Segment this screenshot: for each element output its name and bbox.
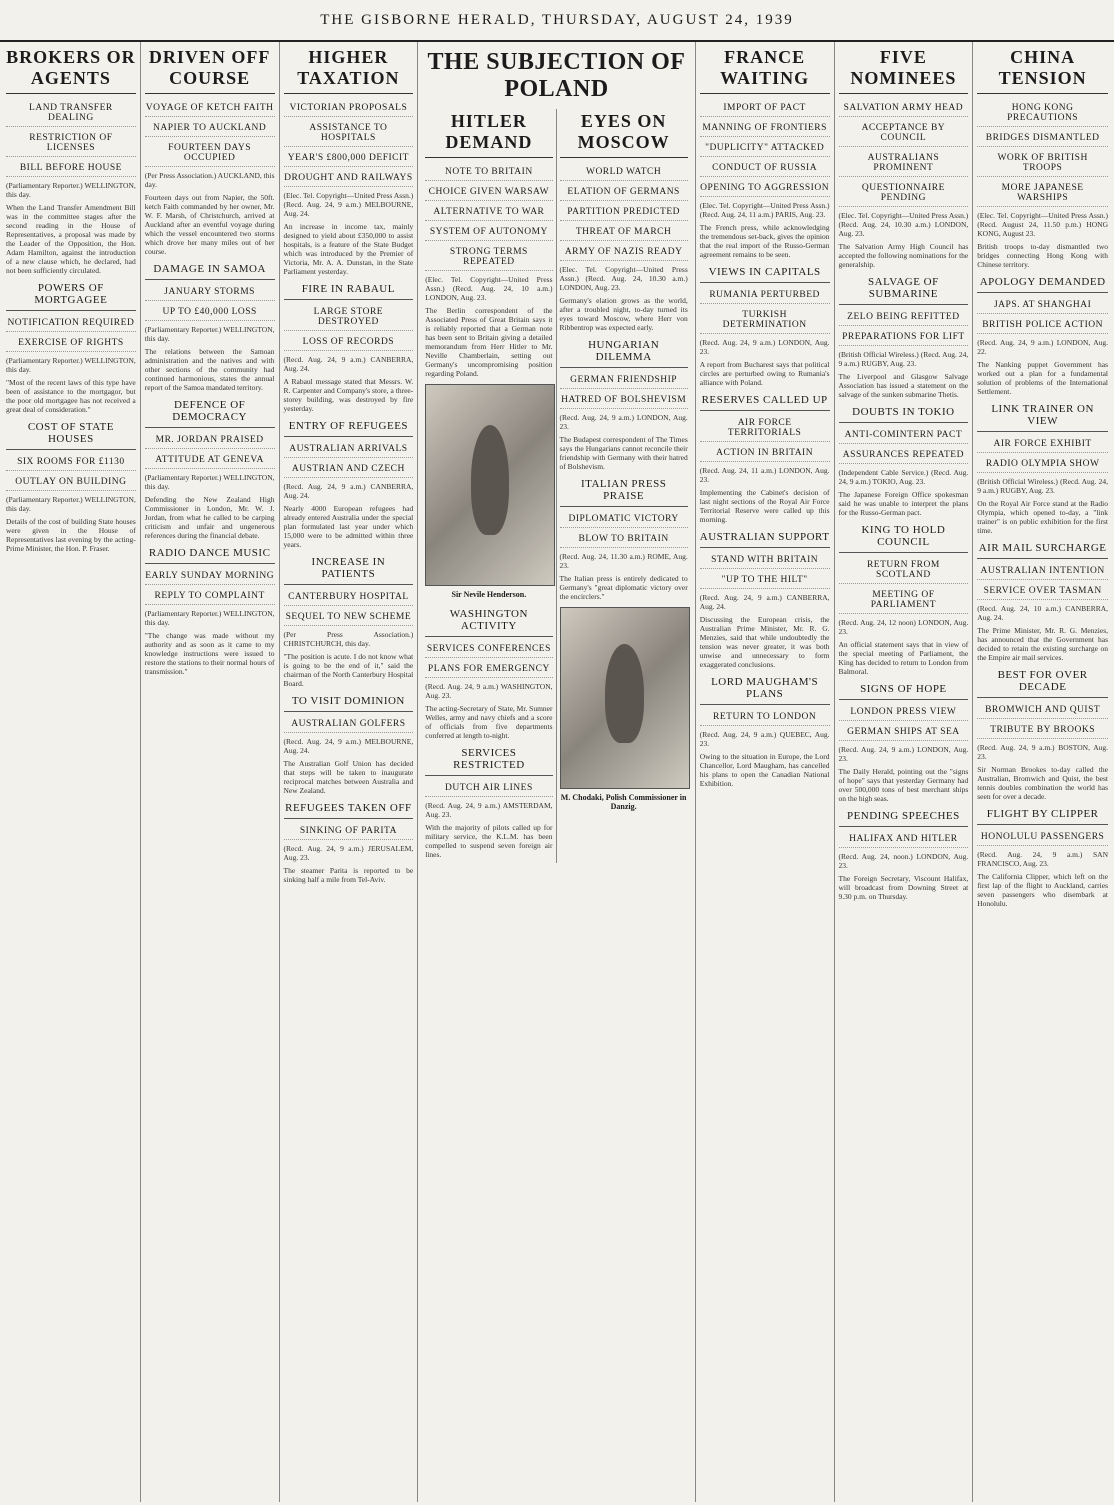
article-headline: FIVE NOMINEES [839,47,969,94]
article-subheading: YEAR'S £800,000 DEFICIT [284,150,414,167]
article-dateline: (Recd. Aug. 24, 11.30 a.m.) ROME, Aug. 23. [559,552,688,570]
article-subheading: HATRED OF BOLSHEVISM [560,392,688,409]
article-subheading: SYSTEM OF AUTONOMY [425,224,552,241]
article [284,799,414,884]
news-column [835,42,974,1502]
article [145,260,275,392]
article [145,544,275,676]
article-dateline: (Recd. Aug. 24, 11 a.m.) LONDON, Aug. 23. [699,466,830,484]
portrait-photo [425,384,554,586]
article-subheading: SALVATION ARMY HEAD [839,100,969,117]
article-headline: FLIGHT BY CLIPPER [977,805,1108,825]
article [839,403,969,517]
article-subheading: IMPORT OF PACT [700,100,830,117]
article-subheading: VICTORIAN PROPOSALS [284,100,414,117]
article-body: The Daily Herald, pointing out the "signs of hope" says that yesterday Germany had over 500,000 tons of best merchant ships on the high seas. [838,767,969,803]
article-body: The Italian press is entirely dedicated to Germany's "great diplomatic victory over the encirclers." [559,574,688,601]
article [145,396,275,540]
portrait-face [471,425,509,535]
article-subheading: CHOICE GIVEN WARSAW [425,184,552,201]
article-subheading: PREPARATIONS FOR LIFT [839,329,969,346]
article-subheading: SERVICES CONFERENCES [425,641,552,658]
article [284,553,414,688]
article-subheading: MR. JORDAN PRAISED [145,432,275,449]
article [977,666,1108,801]
article-headline: DAMAGE IN SAMOA [145,260,275,280]
article-subheading: HONG KONG PRECAUTIONS [977,100,1108,127]
article-subheading: TURKISH DETERMINATION [700,307,830,334]
article-headline: AUSTRALIAN SUPPORT [700,528,830,548]
article-subheading: ALTERNATIVE TO WAR [425,204,552,221]
article-subheading: AUSTRALIANS PROMINENT [839,150,969,177]
article-dateline: (Recd. Aug. 24, 9 a.m.) LONDON, Aug. 23. [699,338,830,356]
article [700,528,830,669]
article-headline: SERVICES RESTRICTED [425,744,552,776]
article-headline: BROKERS OR AGENTS [6,47,136,94]
article-dateline: (Elec. Tel. Copyright—United Press Assn.) (Recd. Aug. 24, 10.30 a.m.) LONDON, Aug. 23. [559,265,688,292]
article [700,263,830,387]
article-body: The Salvation Army High Council has accepted the following nominations for the generalship. [838,242,969,269]
article-headline: KING TO HOLD COUNCIL [839,521,969,553]
article-subheading: ACCEPTANCE BY COUNCIL [839,120,969,147]
article-body: A report from Bucharest says that political circles are perturbed owing to Rumania's alliance with Poland. [699,360,830,387]
article-dateline: (Recd. Aug. 24, 9 a.m.) LONDON, Aug. 23. [838,745,969,763]
article-subheading: ZELO BEING REFITTED [839,309,969,326]
article-subheading: AUSTRIAN AND CZECH [284,461,414,478]
article-body: The Berlin correspondent of the Associated Press of Great Britain says it is reliably reported that a German note has been sent to Britain giving a detailed memorandum from Herr Hitler to Mr. Neville Chamberlain, setting out Germany's uncompromising position regarding Poland. [425,306,553,378]
article-subheading: AUSTRALIAN GOLFERS [284,716,414,733]
article-subheading: NAPIER TO AUCKLAND [145,120,275,137]
article-headline: RADIO DANCE MUSIC [145,544,275,564]
article-body: The Australian Golf Union has decided that steps will be taken to inaugurate reciprocal matches between Australia and New Zealand. [283,759,414,795]
article-dateline: (Parliamentary Reporter.) WELLINGTON, this day. [144,609,275,627]
article-body: Nearly 4000 European refugees had already entered Australia under the special plan formulated last year under which 15,000 were to be admitted within three years. [283,504,414,549]
article-subheading: MANNING OF FRONTIERS [700,120,830,137]
article [284,47,414,276]
article-subheading: SINKING OF PARITA [284,823,414,840]
article-body: A Rabaul message stated that Messrs. W. R. Carpenter and Company's store, a three-storey building, was destroyed by fire yesterday. [283,377,414,413]
article [700,47,830,259]
article-body: Discussing the European crisis, the Australian Prime Minister, Mr. R. G. Menzies, said that while undoubtedly the tension was never greater, it was both unwise and unnecessary to form exaggerated conclusions. [699,615,830,669]
article-dateline: (Recd. Aug. 24, 9 a.m.) BOSTON, Aug. 23. [977,743,1108,761]
article-body: The acting-Secretary of State, Mr. Sumner Welles, army and navy chiefs and a score of officials from five departments conferred at length to-night. [425,704,553,740]
article-headline: LINK TRAINER ON VIEW [977,400,1108,432]
article-headline: COST OF STATE HOUSES [6,418,136,450]
photo-caption: Sir Nevile Henderson. [451,590,527,599]
article-subheading: PLANS FOR EMERGENCY [425,661,552,678]
article [839,680,969,803]
article-subheading: SIX ROOMS FOR £1130 [6,454,136,471]
masthead-title: THE GISBORNE HERALD, THURSDAY, AUGUST 24, 1939 [320,11,794,28]
article-subheading: CONDUCT OF RUSSIA [700,160,830,177]
article-headline: ITALIAN PRESS PRAISE [560,475,688,507]
article-subheading: BILL BEFORE HOUSE [6,160,136,177]
article-body: The Prime Minister, Mr. R. G. Menzies, has announced that the Government has decided to retain the existing surcharge on the Empire air mail services. [977,626,1108,662]
article-body: The Japanese Foreign Office spokesman said he was unable to interpret the plans for the Russo-German pact. [838,490,969,517]
article-subheading: AUSTRALIAN ARRIVALS [284,441,414,458]
article-subheading: LARGE STORE DESTROYED [284,304,414,331]
article-headline: DEFENCE OF DEMOCRACY [145,396,275,428]
article-subheading: QUESTIONNAIRE PENDING [839,180,969,207]
article-dateline: (Recd. Aug. 24, 9 a.m.) CANBERRA, Aug. 24. [699,593,830,611]
article-subheading: PARTITION PREDICTED [560,204,688,221]
article-subheading: DROUGHT AND RAILWAYS [284,170,414,187]
article [284,280,414,413]
masthead [0,0,1114,42]
article-body: "Most of the recent laws of this type have been of assistance to the mortgagor, but the poor old mortgagee has not received a great deal of consideration." [6,378,136,414]
article-body: Owing to the situation in Europe, the Lord Chancellor, Lord Maugham, has cancelled his plans to open the Canadian National Exhibition. [699,752,830,788]
article [425,111,552,378]
article-subheading: HALIFAX AND HITLER [839,831,969,848]
article [700,673,830,788]
article-subheading: ASSISTANCE TO HOSPITALS [284,120,414,147]
article-dateline: (Parliamentary Reporter.) WELLINGTON, this day. [6,356,136,374]
article-subheading: FOURTEEN DAYS OCCUPIED [145,140,275,167]
article [425,605,552,740]
article-headline: APOLOGY DEMANDED [977,273,1108,293]
article-body: The California Clipper, which left on the first lap of the flight to Auckland, carries seven passengers who disembark at Honolulu. [977,872,1108,908]
article-subheading: AIR FORCE TERRITORIALS [700,415,830,442]
article-subheading: RESTRICTION OF LICENSES [6,130,136,157]
article [839,273,969,399]
feature-column [418,42,696,1502]
article-subheading: ATTITUDE AT GENEVA [145,452,275,469]
article-subheading: STRONG TERMS REPEATED [425,244,552,271]
article-subheading: OPENING TO AGGRESSION [700,180,830,197]
article [284,417,414,549]
article-body: Implementing the Cabinet's decision of last night sections of the Royal Air Force Territorial Reserve were called up this morning. [699,488,830,524]
article-subheading: ACTION IN BRITAIN [700,445,830,462]
article-headline: SIGNS OF HOPE [839,680,969,700]
article-headline: FRANCE WAITING [700,47,830,94]
article-dateline: (Elec. Tel. Copyright—United Press Assn.) (Recd. August 24, 11.50 p.m.) HONG KONG, August 23. [977,211,1108,238]
article-headline: HUNGARIAN DILEMMA [560,336,688,368]
news-column [2,42,141,1502]
portrait-face [605,644,643,743]
article-dateline: (Recd. Aug. 24, 9 a.m.) QUEBEC, Aug. 23. [699,730,830,748]
article-subheading: ANTI-COMINTERN PACT [839,427,969,444]
article-body: British troops to-day dismantled two bridges connecting Hong Kong with Chinese territory. [977,242,1108,269]
article-headline: CHINA TENSION [977,47,1108,94]
article-subheading: TRIBUTE BY BROOKS [977,722,1108,739]
article-headline: HITLER DEMAND [425,111,552,158]
article-headline: AIR MAIL SURCHARGE [977,539,1108,559]
article-body: An increase in income tax, mainly designed to yield about £350,000 to assist hospitals, is a feature of the State Budget which was introduced by the Premier of Victoria, Mr. A. A. Dunstan, in the State Parliament yesterday. [283,222,414,276]
article-subheading: ASSURANCES REPEATED [839,447,969,464]
article [977,805,1108,908]
article-subheading: HONOLULU PASSENGERS [977,829,1108,846]
article-subheading: CANTERBURY HOSPITAL [284,589,414,606]
article-body: The Nanking puppet Government has worked out a plan for a fundamental solution of problems of the International Settlement. [977,360,1108,396]
article-subheading: DIPLOMATIC VICTORY [560,511,688,528]
article [977,47,1108,269]
news-column [696,42,835,1502]
article-dateline: (Recd. Aug. 24, 9 a.m.) CANBERRA, Aug. 24. [283,355,414,373]
article [700,391,830,524]
article [977,539,1108,662]
article-body: Germany's elation grows as the world, after a troubled night, to-day turned its eyes toward Moscow, where Herr von Ribbentrop was expected early. [559,296,688,332]
article-headline: PENDING SPEECHES [839,807,969,827]
article-dateline: (Recd. Aug. 24, 9 a.m.) JERUSALEM, Aug. 23. [283,844,414,862]
article-headline: VIEWS IN CAPITALS [700,263,830,283]
article-subheading: BLOW TO BRITAIN [560,531,688,548]
article-dateline: (Recd. Aug. 24, 9 a.m.) LONDON, Aug. 23. [559,413,688,431]
article-subheading: JAPS. AT SHANGHAI [977,297,1108,314]
article-subheading: AUSTRALIAN INTENTION [977,563,1108,580]
article-dateline: (Per Press Association.) AUCKLAND, this day. [144,171,275,189]
article-subheading: RADIO OLYMPIA SHOW [977,456,1108,473]
article-body: On the Royal Air Force stand at the Radio Olympia, which opened to-day, a "link trainer" is on public exhibition for the first time. [977,499,1108,535]
article-subheading: WORK OF BRITISH TROOPS [977,150,1108,177]
article-subheading: WORLD WATCH [560,164,688,181]
article [839,47,969,269]
article-subheading: UP TO £40,000 LOSS [145,304,275,321]
article [839,521,969,676]
article-body: When the Land Transfer Amendment Bill was in the committee stages after the second reading in the House of Representatives, a proposal was made by the Leader of the Opposition, the Hon. Adam Hamilton, against the introduction of a new clause which, he declared, had not been sufficiently circulated. [6,203,136,275]
article-headline: POWERS OF MORTGAGEE [6,279,136,311]
article-body: With the majority of pilots called up for military service, the K.L.M. has been compelled to suspend seven foreign air lines. [425,823,553,859]
article-body: "The position is acute. I do not know what is going to be the end of it," said the chairman of the North Canterbury Hospital Board. [283,652,414,688]
article-subheading: EARLY SUNDAY MORNING [145,568,275,585]
article-subheading: LAND TRANSFER DEALING [6,100,136,127]
article [145,47,275,256]
article-body: The Foreign Secretary, Viscount Halifax, will broadcast from Downing Street at 9.30 p.m. on Thursday. [838,874,969,901]
article-dateline: (Recd. Aug. 24, noon.) LONDON, Aug. 23. [838,852,969,870]
article-headline: EYES ON MOSCOW [560,111,688,158]
article-subheading: "UP TO THE HILT" [700,572,830,589]
article-subheading: SEQUEL TO NEW SCHEME [284,609,414,626]
article-subheading: RETURN TO LONDON [700,709,830,726]
article-subheading: REPLY TO COMPLAINT [145,588,275,605]
article [560,475,688,601]
article [560,336,688,471]
article [284,692,414,795]
article-subheading: LOSS OF RECORDS [284,334,414,351]
article-subheading: BROMWICH AND QUIST [977,702,1108,719]
article-subheading: EXERCISE OF RIGHTS [6,335,136,352]
article-headline: TO VISIT DOMINION [284,692,414,712]
article-body: Sir Norman Brookes to-day called the Australian, Bromwich and Quist, the best tennis doubles combination the world has seen for over a decade. [977,765,1108,801]
article-subheading: DUTCH AIR LINES [425,780,552,797]
article-dateline: (Recd. Aug. 24, 9 a.m.) LONDON, Aug. 22. [977,338,1108,356]
article-subheading: OUTLAY ON BUILDING [6,474,136,491]
article-headline: FIRE IN RABAUL [284,280,414,300]
article-subheading: MORE JAPANESE WARSHIPS [977,180,1108,207]
article-dateline: (Parliamentary Reporter.) WELLINGTON, this day. [6,181,136,199]
article-headline: SALVAGE OF SUBMARINE [839,273,969,305]
article-subheading: GERMAN FRIENDSHIP [560,372,688,389]
article-subheading: GERMAN SHIPS AT SEA [839,724,969,741]
article-dateline: (Recd. Aug. 24, 9 a.m.) SAN FRANCISCO, Aug. 23. [977,850,1108,868]
article-dateline: (Recd. Aug. 24, 9 a.m.) WASHINGTON, Aug. 23. [425,682,553,700]
article-dateline: (Parliamentary Reporter.) WELLINGTON, this day. [144,473,275,491]
article [977,400,1108,535]
article-subheading: ARMY OF NAZIS READY [560,244,688,261]
article-subheading: MEETING OF PARLIAMENT [839,587,969,614]
news-column [973,42,1112,1502]
article-dateline: (Independent Cable Service.) (Recd. Aug. 24, 9 a.m.) TOKIO, Aug. 23. [838,468,969,486]
article-headline: DOUBTS IN TOKIO [839,403,969,423]
article-subheading: BRITISH POLICE ACTION [977,317,1108,334]
news-column [280,42,419,1502]
article-dateline: (Parliamentary Reporter.) WELLINGTON, this day. [6,495,136,513]
article-subheading: NOTE TO BRITAIN [425,164,552,181]
article-subheading: STAND WITH BRITAIN [700,552,830,569]
article-subheading: SERVICE OVER TASMAN [977,583,1108,600]
article-dateline: (Recd. Aug. 24, 12 noon) LONDON, Aug. 23. [838,618,969,636]
article-subheading: BRIDGES DISMANTLED [977,130,1108,147]
article-body: "The change was made without my authority and as soon as it came to my knowledge instructions were issued to restore the stations to their normal hours of transmission." [144,631,275,676]
article-subheading: VOYAGE OF KETCH FAITH [145,100,275,117]
article [6,279,136,414]
article-headline: HIGHER TAXATION [284,47,414,94]
feature-left [422,109,556,863]
news-column [141,42,280,1502]
page-columns [2,42,1112,1502]
article-subheading: RETURN FROM SCOTLAND [839,557,969,584]
feature-headline: THE SUBJECTION OF POLAND [427,49,686,102]
article [6,47,136,275]
article-body: The relations between the Samoan administration and the natives and with other sections of the community had continued harmonious, states the annual report of the Samoa mandated territory. [144,347,275,392]
article-subheading: ELATION OF GERMANS [560,184,688,201]
article-body: An official statement says that in view of the special meeting of Parliament, the King has decided to return to London from Balmoral. [838,640,969,676]
article-subheading: "DUPLICITY" ATTACKED [700,140,830,157]
article-headline: INCREASE IN PATIENTS [284,553,414,585]
photo-caption: M. Chodaki, Polish Commissioner in Danzig. [560,793,687,811]
feature-subcolumns [422,109,691,863]
article-body: The steamer Parita is reported to be sinking half a mile from Tel-Aviv. [283,866,414,884]
article-headline: REFUGEES TAKEN OFF [284,799,414,819]
article-dateline: (Recd. Aug. 24, 9 a.m.) CANBERRA, Aug. 24. [283,482,414,500]
article-dateline: (Recd. Aug. 24, 9 a.m.) MELBOURNE, Aug. 24. [283,737,414,755]
article-dateline: (Recd. Aug. 24, 10 a.m.) CANBERRA, Aug. 24. [977,604,1108,622]
article-body: The French press, while acknowledging the tremendous set-back, gives the opinion that the real import of the Russo-German agreement remains to be seen. [699,223,830,259]
article-body: Fourteen days out from Napier, the 50ft. ketch Faith commanded by her owner, Mr. W. F. Marsh, of Christchurch, arrived at Auckland after an eventful voyage during which the vessel encountered two storms which drove her many miles out of her course. [144,193,275,256]
article [425,744,552,859]
article-body: The Liverpool and Glasgow Salvage Association has issued a statement on the salvage of the sunken submarine Thetis. [838,372,969,399]
article-body: Details of the cost of building State houses were given in the House of Representatives last evening by the acting-Prime Minister, the Hon. P. Fraser. [6,517,136,553]
article-dateline: (Recd. Aug. 24, 9 a.m.) AMSTERDAM, Aug. 23. [425,801,553,819]
article-body: Defending the New Zealand High Commissioner in London, Mr. W. J. Jordan, from what he called to be carping criticism and unfair and ungenerous references during the financial debate. [144,495,275,540]
article [560,111,688,332]
article-headline: ENTRY OF REFUGEES [284,417,414,437]
article-subheading: JANUARY STORMS [145,284,275,301]
article-headline: RESERVES CALLED UP [700,391,830,411]
article-subheading: LONDON PRESS VIEW [839,704,969,721]
article-subheading: NOTIFICATION REQUIRED [6,315,136,332]
article-headline: BEST FOR OVER DECADE [977,666,1108,698]
article [6,418,136,553]
feature-right [557,109,691,863]
article-headline: DRIVEN OFF COURSE [145,47,275,94]
article-dateline: (Elec. Tel. Copyright—United Press Assn.) (Recd. Aug. 24, 10.30 a.m.) LONDON, Aug. 23. [838,211,969,238]
article-dateline: (British Official Wireless.) (Recd. Aug. 24, 9 a.m.) RUGBY, Aug. 23. [977,477,1108,495]
article-dateline: (Elec. Tel. Copyright—United Press Assn.) (Recd. Aug. 24, 9 a.m.) MELBOURNE, Aug. 24. [283,191,414,218]
portrait-photo [560,607,690,789]
article [839,807,969,901]
article-subheading: THREAT OF MARCH [560,224,688,241]
article-headline: LORD MAUGHAM'S PLANS [700,673,830,705]
article-headline: WASHINGTON ACTIVITY [425,605,552,637]
article-dateline: (Per Press Association.) CHRISTCHURCH, this day. [283,630,414,648]
article-dateline: (Parliamentary Reporter.) WELLINGTON, this day. [144,325,275,343]
article-dateline: (Elec. Tel. Copyright—United Press Assn.) (Recd. Aug. 24, 10 a.m.) LONDON, Aug. 23. [425,275,553,302]
article [977,273,1108,396]
article-dateline: (British Official Wireless.) (Recd. Aug. 24, 9 a.m.) RUGBY, Aug. 23. [838,350,969,368]
article-dateline: (Elec. Tel. Copyright—United Press Assn.) (Recd. Aug. 24, 11 a.m.) PARIS, Aug. 23. [699,201,830,219]
article-subheading: RUMANIA PERTURBED [700,287,830,304]
article-subheading: AIR FORCE EXHIBIT [977,436,1108,453]
article-body: The Budapest correspondent of The Times says the Hungarians cannot reconcile their friendship with Germany with their hatred of Bolshevism. [559,435,688,471]
